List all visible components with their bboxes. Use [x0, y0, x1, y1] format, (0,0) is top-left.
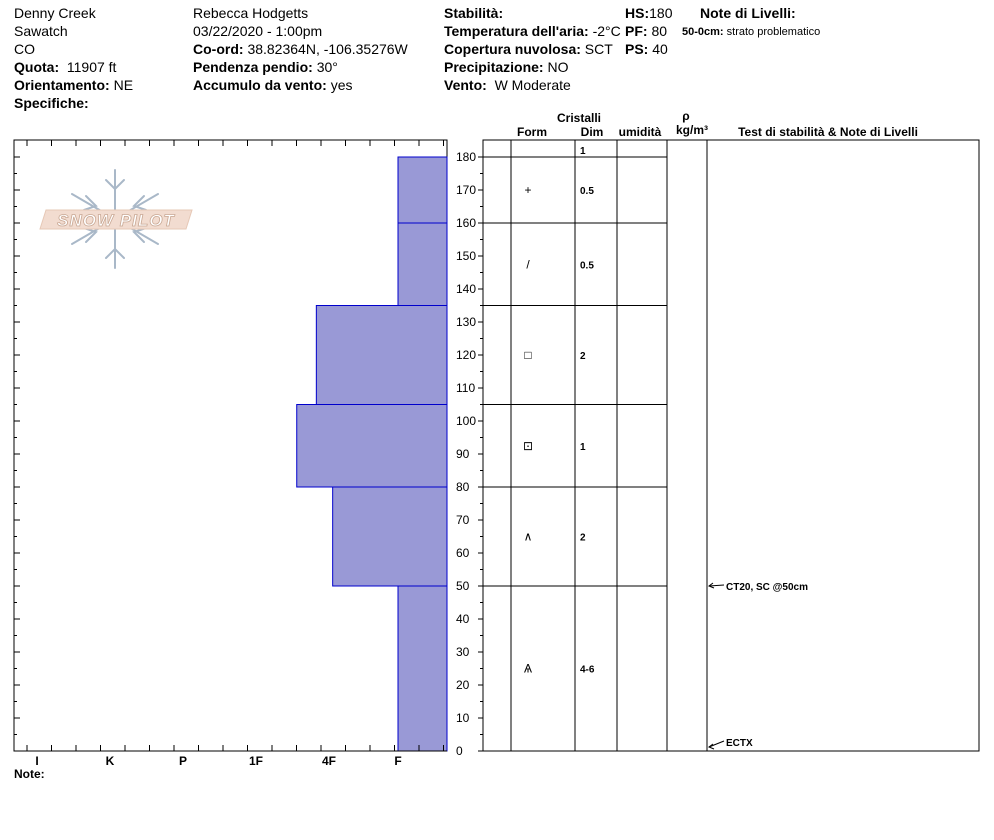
- hardness-bar-5: [398, 586, 447, 751]
- specifics-label: Specifiche:: [14, 95, 89, 111]
- ski-penetration: PS: 40: [625, 41, 668, 57]
- height-label-140: 140: [456, 282, 477, 296]
- column-tests: Test di stabilità & Note di Livelli: [738, 125, 918, 139]
- hardness-label-1F: 1F: [248, 754, 264, 768]
- hardness-bar-1: [398, 223, 447, 306]
- snowpilot-logo: [40, 170, 192, 268]
- height-label-120: 120: [456, 348, 477, 362]
- site-state: CO: [14, 41, 35, 57]
- layer-table: [483, 140, 979, 751]
- air-temperature: Temperatura dell'aria: -2°C: [444, 23, 621, 39]
- test-arrow-0: [709, 585, 724, 586]
- crystal-size-5: 4-6: [580, 664, 595, 676]
- snow-height: HS:180: [625, 5, 673, 21]
- column-form: Form: [517, 125, 547, 139]
- sky-cover: Copertura nuvolosa: SCT: [444, 41, 613, 57]
- height-label-50: 50: [456, 579, 470, 593]
- hardness-profile: [14, 140, 447, 751]
- hardness-bar-4: [333, 487, 447, 586]
- crystal-form-5: Ѧ: [523, 661, 533, 676]
- crystal-form-3: ⊡: [522, 438, 534, 453]
- crystal-size-0: 0.5: [580, 186, 594, 197]
- site-range: Sawatch: [14, 23, 68, 39]
- site-location: Denny Creek: [14, 5, 96, 21]
- height-label-70: 70: [456, 513, 470, 527]
- height-label-180: 180: [456, 150, 477, 164]
- layer-notes-entry: 50-0cm: strato problematico: [682, 26, 821, 38]
- hardness-label-4F: 4F: [321, 754, 337, 768]
- column-crystals: Cristalli: [556, 111, 602, 125]
- precipitation: Precipitazione: NO: [444, 59, 569, 75]
- column-rho: ρ: [682, 109, 690, 123]
- hardness-bar-2: [316, 306, 447, 405]
- observer-name: Rebecca Hodgetts: [193, 5, 309, 21]
- crystal-form-4: ∧: [523, 529, 533, 544]
- logo-text: SNOW PILOT: [57, 211, 175, 230]
- hardness-bar-0: [398, 157, 447, 223]
- height-label-100: 100: [456, 414, 477, 428]
- height-label-150: 150: [456, 249, 477, 263]
- column-moisture: umidità: [618, 125, 662, 139]
- height-label-170: 170: [456, 183, 477, 197]
- stability-test-0: CT20, SC @50cm: [726, 582, 809, 593]
- crystal-size-2: 2: [580, 351, 586, 362]
- coordinates: Co-ord: 38.82364N, -106.35276W: [193, 41, 408, 57]
- height-label-10: 10: [456, 711, 470, 725]
- crystal-size-4: 2: [580, 532, 586, 544]
- slope-angle: Pendenza pendio: 30°: [193, 59, 338, 75]
- wind-loading: Accumulo da vento: yes: [193, 77, 353, 93]
- height-label-60: 60: [456, 546, 470, 560]
- crystal-form-2: □: [524, 348, 532, 362]
- column-size: Dim: [580, 125, 604, 139]
- table-frame: [483, 140, 979, 751]
- aspect: Orientamento: NE: [14, 77, 134, 93]
- hardness-label-F: F: [394, 754, 402, 768]
- column-density-unit: kg/m³: [675, 123, 709, 137]
- crystal-form-1: /: [526, 257, 530, 272]
- hardness-label-K: K: [105, 754, 115, 768]
- wind: Vento: W Moderate: [444, 77, 571, 93]
- height-label-30: 30: [456, 645, 470, 659]
- hardness-label-I: I: [35, 754, 39, 768]
- observation-datetime: 03/22/2020 - 1:00pm: [193, 23, 323, 39]
- height-label-110: 110: [456, 381, 476, 395]
- test-arrow-1: [709, 741, 724, 747]
- height-label-0: 0: [456, 744, 463, 758]
- stability-label: Stabilità:: [444, 5, 504, 21]
- crystal-size-1: 0.5: [580, 260, 594, 272]
- top-band-size: 1: [580, 146, 586, 157]
- foot-penetration: PF: 80: [625, 23, 668, 39]
- crystal-size-3: 1: [580, 441, 586, 453]
- height-label-90: 90: [456, 447, 470, 461]
- height-label-20: 20: [456, 678, 470, 692]
- notes-label: Note:: [14, 767, 45, 781]
- hardness-bar-3: [297, 405, 447, 488]
- hardness-label-P: P: [178, 754, 188, 768]
- crystal-form-0: +: [524, 183, 532, 197]
- stability-test-1: ECTX: [726, 738, 753, 749]
- height-label-160: 160: [456, 216, 477, 230]
- height-label-80: 80: [456, 480, 470, 494]
- elevation: Quota: 11907 ft: [14, 59, 117, 75]
- height-label-130: 130: [456, 315, 477, 329]
- layer-notes-title: Note di Livelli:: [700, 5, 796, 21]
- height-label-40: 40: [456, 612, 470, 626]
